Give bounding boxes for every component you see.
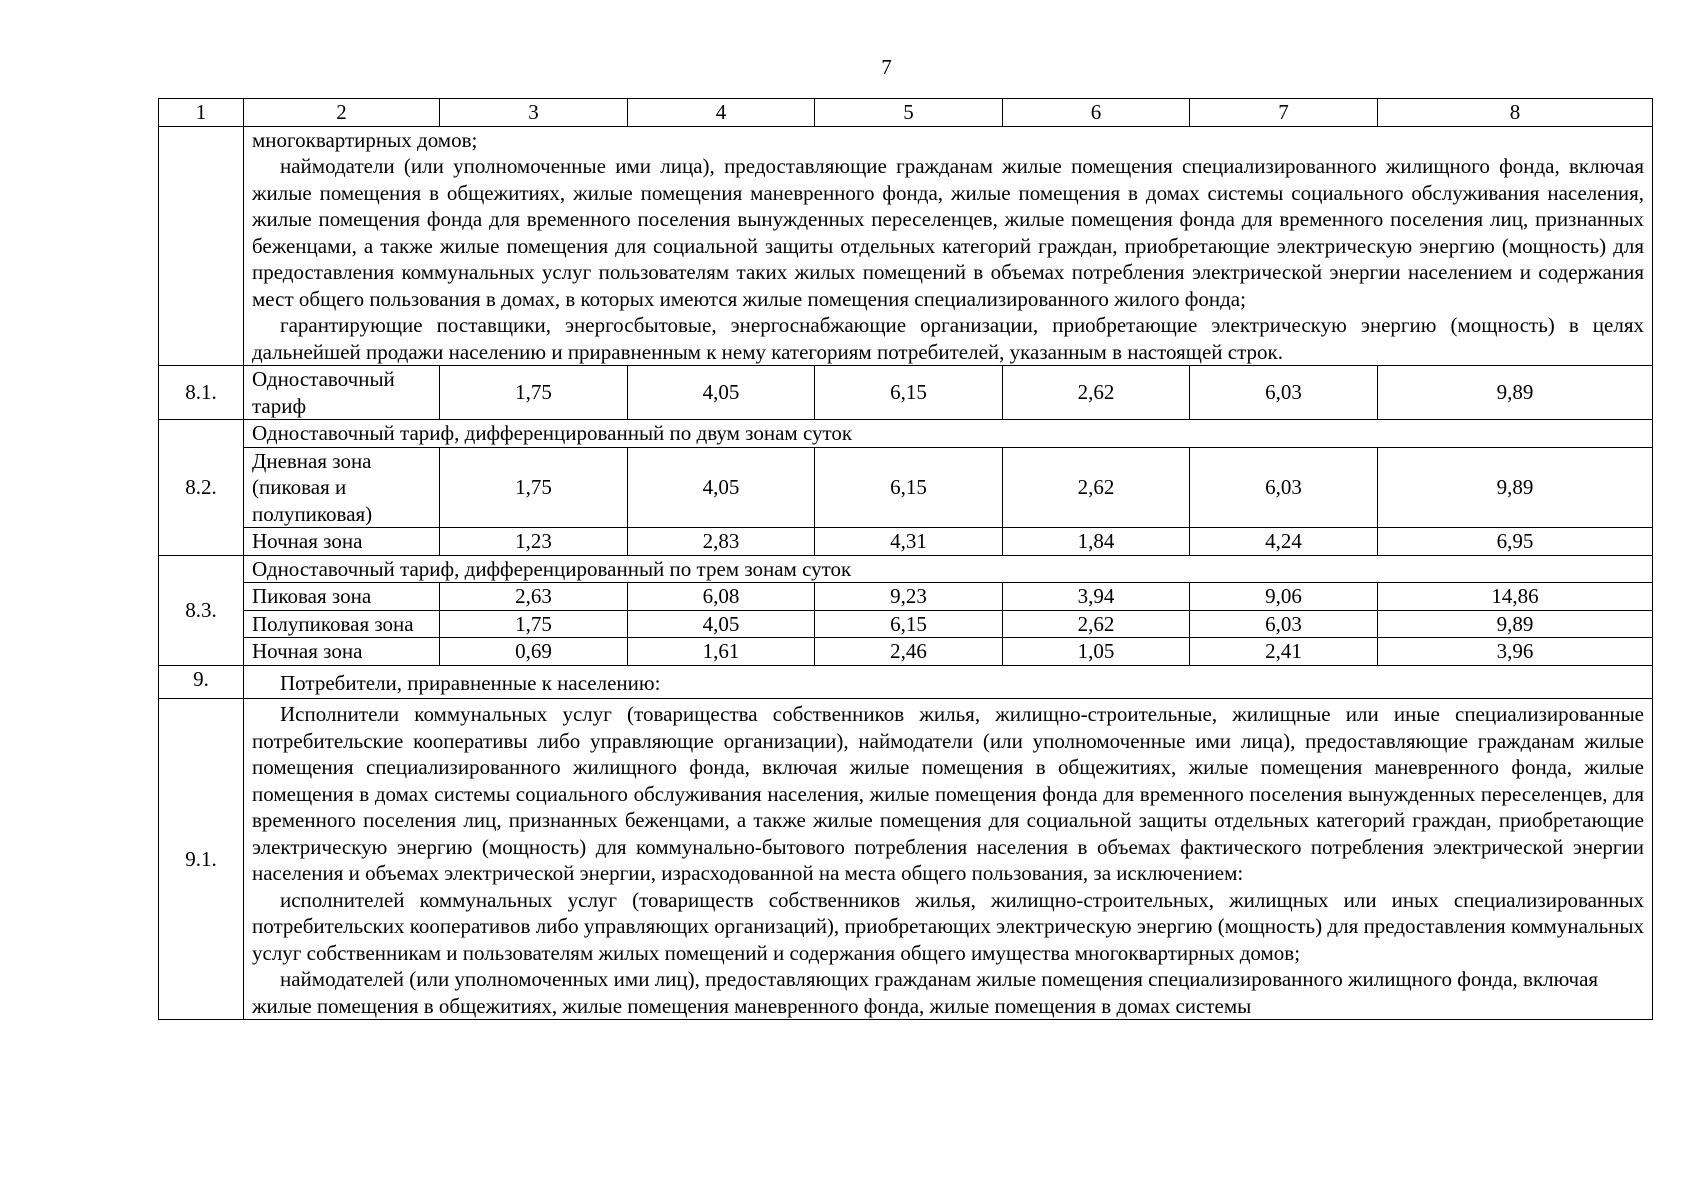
row-8-1 [159,366,1653,420]
continuation-paragraph: наймодатели (или уполномоченные ими лица), предоставляющие гражданам жилые помещения специализированного жилищного фонда, включая жилые помещения в общежитиях, жилые помещения маневренного фонда, жилые помещения в домах системы социального обслуживания населения, жилые помещения фонда для временного поселения вынужденных переселенцев, жилые помещения фонда для временного поселения лиц, признанных беженцами, а также жилые помещения для социальной защиты отдельных категорий граждан, приобретающие электрическую энергию (мощность) для предоставления коммунальных услуг пользователям таких жилых помещений в объемах потребления электрической энергии населением и содержания мест общего пользования в домах, в которых имеются жилые помещения специализированного жилого фонда; [252,154,1644,311]
zone-label: Пиковая зона [244,583,440,611]
value-col-3: 1,75 [440,610,628,638]
value-col-6: 3,94 [1003,583,1190,611]
zone-label: Дневная зона (пиковая и полупиковая) [244,447,440,528]
row-9 [159,665,1653,699]
value-col-8: 9,89 [1378,610,1653,638]
value-col-4: 4,05 [628,610,815,638]
value-col-6: 1,84 [1003,528,1190,556]
row-8-2-zone [159,447,1653,528]
value-col-8: 9,89 [1378,447,1653,528]
value-col-7: 2,41 [1190,638,1378,666]
value-col-7: 9,06 [1190,583,1378,611]
row-9-text: Потребители, приравненные к населению: [280,670,661,695]
row-9-text-cell [244,665,1653,699]
value-col-8: 6,95 [1378,528,1653,556]
continuation-num-cell [159,126,244,366]
value-col-7: 6,03 [1190,610,1378,638]
value-col-5: 9,23 [815,583,1003,611]
row-number: 9.1. [159,699,244,1020]
value-col-3: 0,69 [440,638,628,666]
header-col-4: 4 [628,99,815,127]
value-col-4: 2,83 [628,528,815,556]
row-8-2-title [159,420,1653,448]
header-col-6: 6 [1003,99,1190,127]
row-9-1-paragraph: наймодателей (или уполномоченных ими лиц), предоставляющих гражданам жилые помещения специализированного жилищного фонда, включая жилые помещения в общежитиях, жилые помещения маневренного фонда, жилые помещения в домах системы [252,967,1599,1018]
row-label: Одноставочный тариф [244,366,440,420]
value-col-5: 2,46 [815,638,1003,666]
value-col-3: 1,23 [440,528,628,556]
value-col-4: 4,05 [628,447,815,528]
row-8-2-zone [159,528,1653,556]
value-col-7: 6,03 [1190,366,1378,420]
header-col-8: 8 [1378,99,1653,127]
header-row [159,99,1653,127]
header-col-7: 7 [1190,99,1378,127]
page-number: 7 [881,55,892,79]
value-col-5: 6,15 [815,366,1003,420]
value-col-6: 1,05 [1003,638,1190,666]
continuation-text-cell [244,126,1653,366]
header-col-3: 3 [440,99,628,127]
row-8-3-zone [159,638,1653,666]
zone-label: Полупиковая зона [244,610,440,638]
row-number: 8.3. [159,555,244,665]
continuation-paragraph: многоквартирных домов; [252,127,478,152]
value-col-4: 4,05 [628,366,815,420]
value-col-8: 9,89 [1378,366,1653,420]
row-8-3-zone [159,610,1653,638]
value-col-7: 6,03 [1190,447,1378,528]
zone-label: Ночная зона [244,638,440,666]
value-col-6: 2,62 [1003,610,1190,638]
value-col-8: 14,86 [1378,583,1653,611]
row-8-3-title [159,555,1653,583]
header-col-5: 5 [815,99,1003,127]
row-9-1 [159,699,1653,1020]
value-col-4: 1,61 [628,638,815,666]
row-number: 9. [159,665,244,699]
tariff-table [158,98,1653,1020]
row-9-1-paragraph: исполнителей коммунальных услуг (товариществ собственников жилья, жилищно-строительных, жилищных или иных специализированных потребительских кооперативов либо управляющих организаций), приобретающих электрическую энергию (мощность) для предоставления коммунальных услуг собственникам и пользователям жилых помещений и содержания общего имущества многоквартирных домов; [252,887,1644,965]
zone-label: Ночная зона [244,528,440,556]
row-title: Одноставочный тариф, дифференцированный по трем зонам суток [244,555,1653,583]
row-number: 8.2. [159,420,244,556]
continuation-row [159,126,1653,366]
row-number: 8.1. [159,366,244,420]
value-col-6: 2,62 [1003,366,1190,420]
row-9-1-text-cell [244,699,1653,1020]
value-col-3: 1,75 [440,366,628,420]
value-col-7: 4,24 [1190,528,1378,556]
value-col-8: 3,96 [1378,638,1653,666]
row-9-1-paragraph: Исполнители коммунальных услуг (товарищества собственников жилья, жилищно-строительные, жилищные или иные специализированные потребительские кооперативы либо управляющие организации), наймодатели (или уполномоченные ими лица), предоставляющие гражданам жилые помещения специализированного жилищного фонда, включая жилые помещения в общежитиях, жилые помещения маневренного фонда, жилые помещения в домах системы социального обслуживания населения, жилые помещения фонда для временного поселения вынужденных переселенцев, для временного поселения лиц, признанных беженцами, а также жилые помещения для социальной защиты отдельных категорий граждан, приобретающие электрическую энергию (мощность) для коммунально-бытового потребления населения в объемах фактического потребления электрической энергии населения и объемах электрической энергии, израсходованной на места общего пользования, за исключением: [252,702,1644,885]
value-col-3: 1,75 [440,447,628,528]
row-8-3-zone [159,583,1653,611]
value-col-5: 4,31 [815,528,1003,556]
value-col-4: 6,08 [628,583,815,611]
value-col-6: 2,62 [1003,447,1190,528]
header-col-2: 2 [244,99,440,127]
value-col-5: 6,15 [815,610,1003,638]
row-title: Одноставочный тариф, дифференцированный по двум зонам суток [244,420,1653,448]
value-col-5: 6,15 [815,447,1003,528]
header-col-1: 1 [159,99,244,127]
continuation-paragraph: гарантирующие поставщики, энергосбытовые, энергоснабжающие организации, приобретающие электрическую энергию (мощность) в целях дальнейшей продажи населению и приравненным к нему категориям потребителей, указанным в настоящей строк. [252,313,1644,364]
value-col-3: 2,63 [440,583,628,611]
